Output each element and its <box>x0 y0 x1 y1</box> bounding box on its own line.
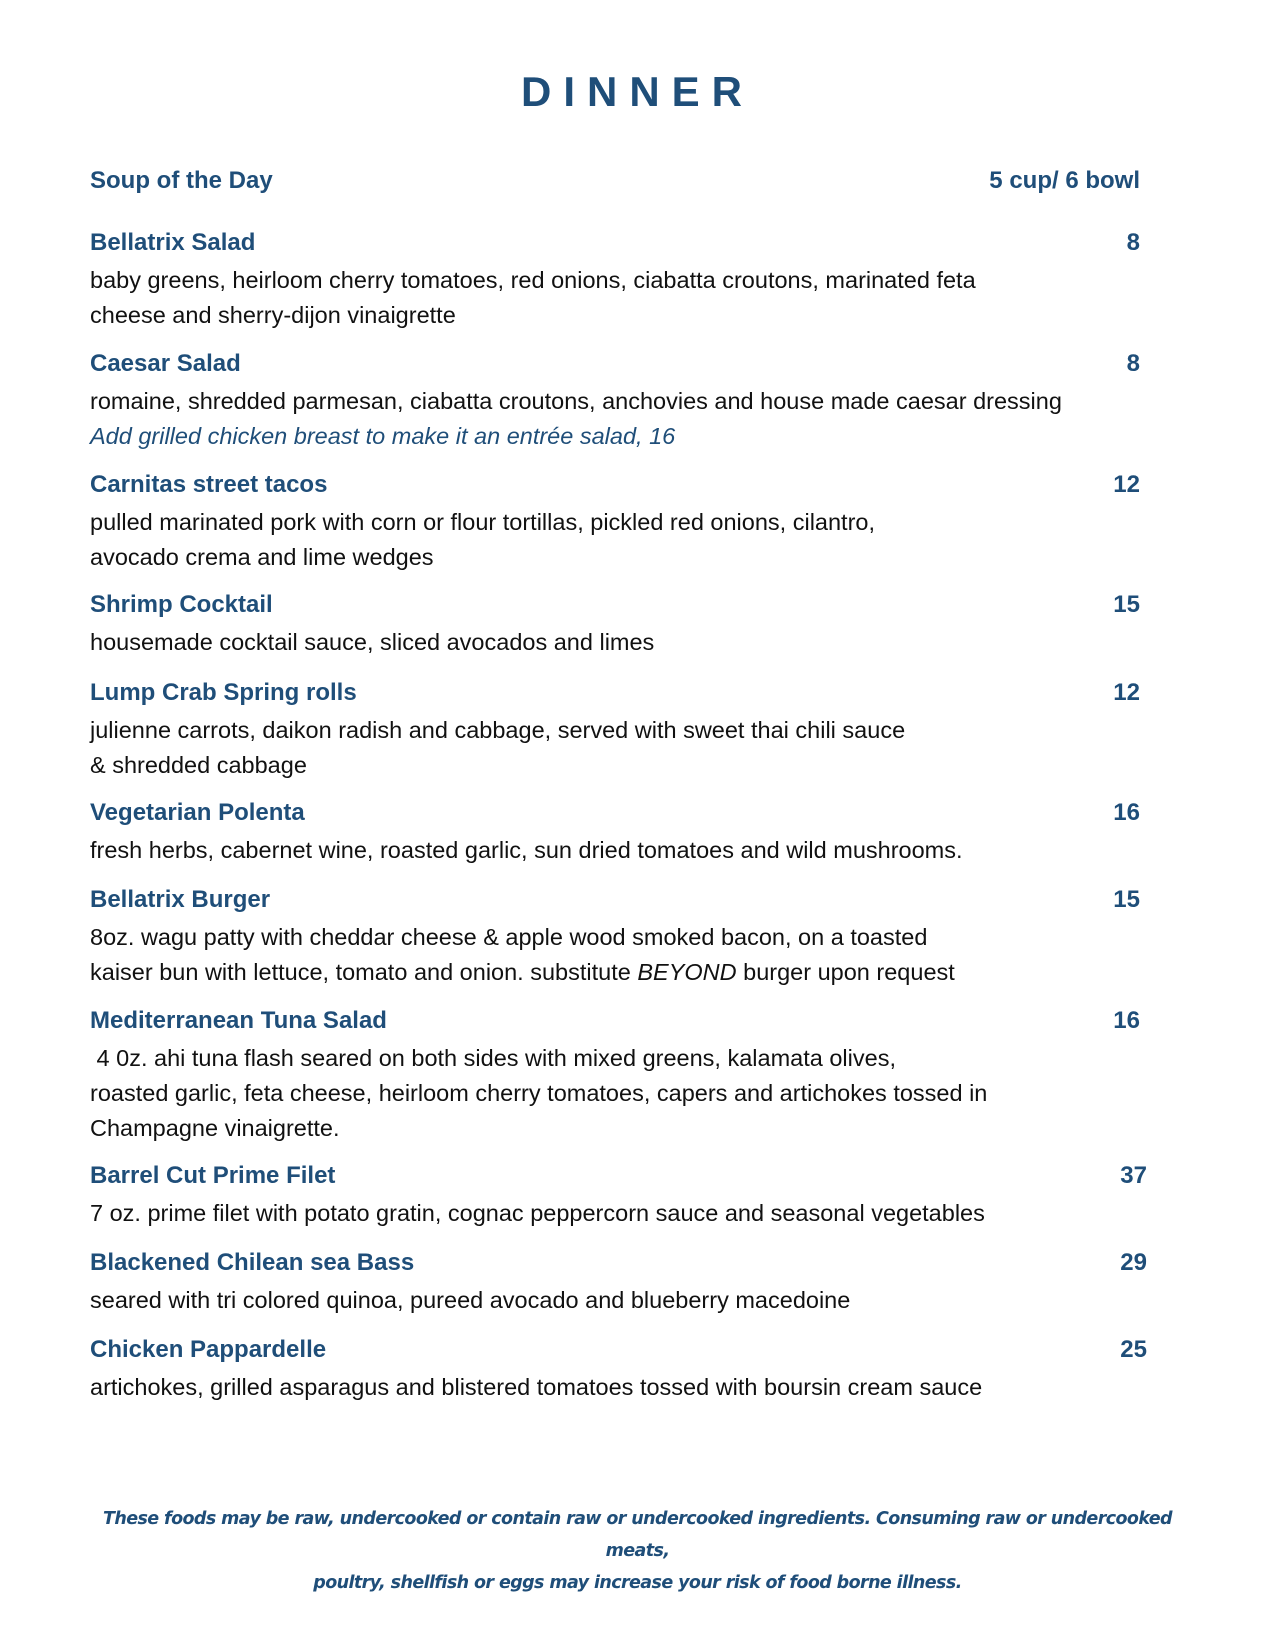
menu-item-header <box>90 471 1200 505</box>
item-description: seared with tri colored quinoa, pureed avocado and blueberry macedoine <box>90 1287 851 1313</box>
item-description: & shredded cabbage <box>90 752 307 778</box>
menu-item-barrel-cut-prime-filet <box>90 1162 1200 1231</box>
item-price: 8 <box>1126 229 1140 256</box>
menu-item-header <box>90 591 1200 625</box>
item-name: Shrimp Cocktail <box>90 591 273 618</box>
disclaimer-line: poultry, shellfish or eggs may increase your risk of food borne illness. <box>313 1573 962 1593</box>
menu-item-soup-of-the-day <box>90 167 1200 201</box>
menu-item-header <box>90 167 1200 201</box>
menu-item-header <box>90 1162 1200 1196</box>
menu-item-header <box>90 229 1200 263</box>
menu-item-header <box>90 886 1200 920</box>
item-price: 8 <box>1126 350 1140 377</box>
menu-item-shrimp-cocktail <box>90 591 1200 660</box>
item-description-emphasis: BEYOND <box>637 959 737 985</box>
item-description: 4 0z. ahi tuna flash seared on both sides with mixed greens, kalamata olives, <box>90 1045 896 1071</box>
item-description: julienne carrots, daikon radish and cabbage, served with sweet thai chili sauce <box>90 717 906 743</box>
item-price: 12 <box>1113 679 1140 706</box>
item-description: baby greens, heirloom cherry tomatoes, red onions, ciabatta croutons, marinated feta <box>90 267 976 293</box>
item-addon-note: Add grilled chicken breast to make it an entrée salad, 16 <box>90 423 676 449</box>
menu-item-mediterranean-tuna-salad <box>90 1007 1200 1146</box>
item-name: Barrel Cut Prime Filet <box>90 1162 336 1189</box>
item-description: fresh herbs, cabernet wine, roasted garlic, sun dried tomatoes and wild mushrooms. <box>90 837 963 863</box>
item-name: Caesar Salad <box>90 350 241 377</box>
item-price: 16 <box>1113 1007 1140 1034</box>
food-safety-disclaimer <box>90 1503 1185 1599</box>
item-description-part: burger upon request <box>736 959 955 985</box>
item-name: Lump Crab Spring rolls <box>90 679 357 706</box>
item-price: 5 cup/ 6 bowl <box>989 167 1140 194</box>
disclaimer-line: These foods may be raw, undercooked or contain raw or undercooked ingredients. Consuming raw or undercooked meats, <box>103 1509 1172 1561</box>
item-name: Bellatrix Burger <box>90 886 271 913</box>
item-price: 15 <box>1113 886 1140 913</box>
item-price: 37 <box>1120 1162 1147 1189</box>
item-price: 25 <box>1120 1336 1147 1363</box>
item-description: 8oz. wagu patty with cheddar cheese & apple wood smoked bacon, on a toasted <box>90 924 928 950</box>
menu-item-caesar-salad <box>90 350 1200 454</box>
menu-item-bellatrix-burger <box>90 886 1200 990</box>
item-description: cheese and sherry-dijon vinaigrette <box>90 302 456 328</box>
item-price: 15 <box>1113 591 1140 618</box>
page-title: DINNER <box>520 68 754 115</box>
menu-item-carnitas-street-tacos <box>90 471 1200 575</box>
item-description: 7 oz. prime filet with potato gratin, cognac peppercorn sauce and seasonal vegetables <box>90 1200 985 1226</box>
item-description-part: kaiser bun with lettuce, tomato and onion. substitute <box>90 959 638 985</box>
item-name: Carnitas street tacos <box>90 471 328 498</box>
item-price: 29 <box>1120 1249 1147 1276</box>
menu-item-lump-crab-spring-rolls <box>90 679 1200 783</box>
menu-item-chicken-pappardelle <box>90 1336 1200 1405</box>
item-description: Champagne vinaigrette. <box>90 1115 340 1141</box>
item-description: housemade cocktail sauce, sliced avocados and limes <box>90 629 655 655</box>
menu-item-header <box>90 799 1200 833</box>
menu-item-header <box>90 1007 1200 1041</box>
item-price: 12 <box>1113 471 1140 498</box>
menu-item-blackened-chilean-sea-bass <box>90 1249 1200 1318</box>
menu-item-vegetarian-polenta <box>90 799 1200 868</box>
item-name: Mediterranean Tuna Salad <box>90 1007 387 1034</box>
item-name: Vegetarian Polenta <box>90 799 305 826</box>
menu-item-bellatrix-salad <box>90 229 1200 333</box>
item-description: romaine, shredded parmesan, ciabatta croutons, anchovies and house made caesar dressing <box>90 388 1062 414</box>
menu-item-header <box>90 350 1200 384</box>
menu-item-header <box>90 1336 1200 1370</box>
item-name: Blackened Chilean sea Bass <box>90 1249 415 1276</box>
item-description: avocado crema and lime wedges <box>90 544 434 570</box>
item-price: 16 <box>1113 799 1140 826</box>
item-description: roasted garlic, feta cheese, heirloom cherry tomatoes, capers and artichokes tossed in <box>90 1080 988 1106</box>
item-name: Bellatrix Salad <box>90 229 256 256</box>
menu-item-header <box>90 679 1200 713</box>
item-description: artichokes, grilled asparagus and blistered tomatoes tossed with boursin cream sauce <box>90 1374 983 1400</box>
menu-item-header <box>90 1249 1200 1283</box>
item-name: Soup of the Day <box>90 167 273 194</box>
item-description: pulled marinated pork with corn or flour tortillas, pickled red onions, cilantro, <box>90 509 876 535</box>
item-name: Chicken Pappardelle <box>90 1336 327 1363</box>
item-description <box>90 955 1200 990</box>
